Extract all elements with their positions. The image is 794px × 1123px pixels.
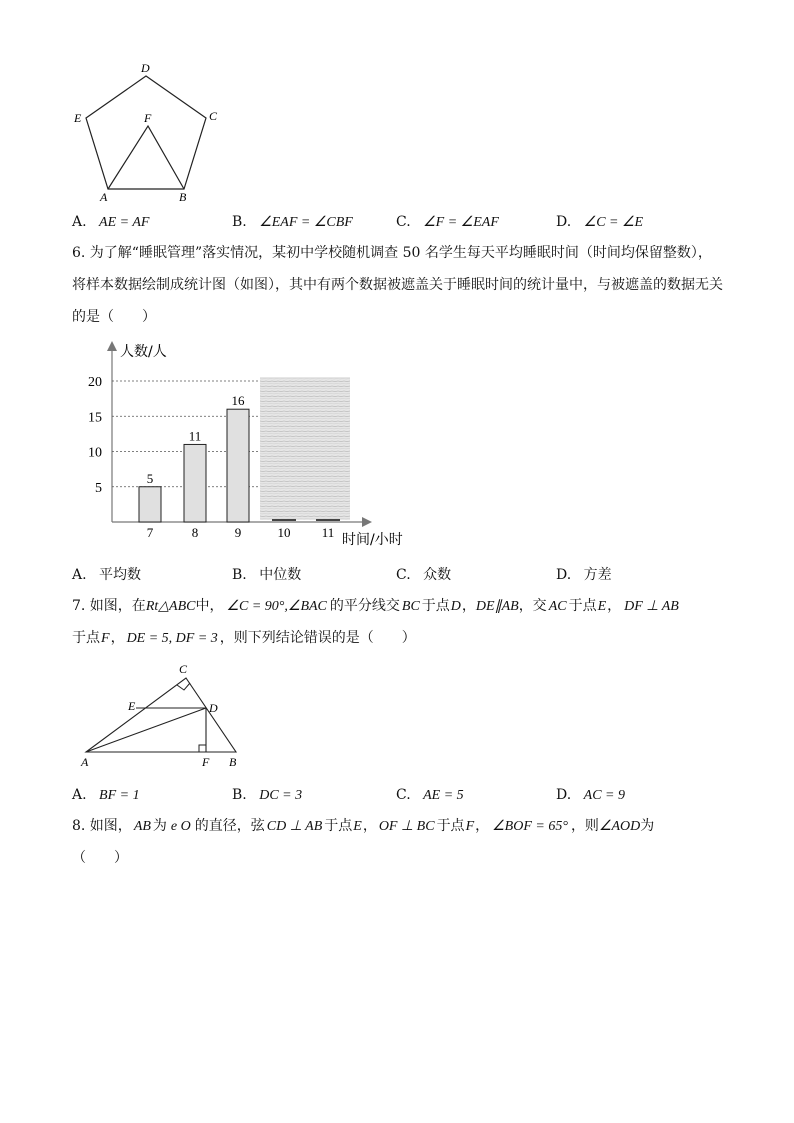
option-letter: A.	[72, 787, 87, 803]
segment-ad	[86, 708, 206, 752]
q7-text: 7. 如图，在	[72, 598, 146, 614]
q6-line-3: 的是（ ）	[72, 309, 156, 325]
label-d: D	[209, 701, 218, 715]
q7-math: DE∥AB	[475, 599, 519, 614]
option-text: 中位数	[259, 567, 302, 583]
option-text: AE = 5	[423, 788, 464, 803]
q7-math: DE = 5, DF = 3	[126, 631, 218, 646]
q8-math: OF ⊥ BC	[378, 819, 435, 834]
q8-line-2: （ ）	[72, 850, 128, 866]
q6-option-a	[72, 565, 141, 585]
q8-text: 为	[640, 818, 655, 834]
q8-math: E	[353, 819, 362, 834]
q5-option-a	[72, 212, 149, 233]
q8-text: 的直径，弦	[194, 818, 265, 834]
x-tick-label: 11	[321, 525, 335, 540]
q7-math: D	[450, 599, 461, 614]
q7-math: E	[597, 599, 607, 614]
pentagon-figure	[70, 60, 230, 210]
label-b: B	[229, 755, 237, 769]
q7-option-b	[232, 785, 302, 806]
q6-option-c	[396, 565, 451, 585]
option-letter: C.	[396, 214, 411, 230]
bar-8	[184, 444, 206, 522]
right-triangle-figure	[72, 658, 252, 773]
label-a: A	[81, 755, 89, 769]
q7-text: 中，	[195, 598, 224, 614]
q7-line-2	[72, 628, 416, 649]
triangle-afb	[108, 126, 184, 189]
q8-line-1	[72, 816, 654, 837]
q5-option-b	[232, 212, 353, 233]
option-letter: B.	[232, 567, 247, 583]
q7-text: 于点	[72, 630, 100, 646]
option-letter: C.	[396, 787, 411, 803]
q5-option-c	[396, 212, 499, 233]
label-b: B	[179, 190, 187, 204]
option-text: AE = AF	[99, 215, 150, 230]
label-c: C	[179, 662, 188, 676]
q7-text: ，	[461, 598, 476, 614]
q8-math: CD ⊥ AB	[266, 819, 323, 834]
q7-text: 于点	[568, 598, 597, 614]
q6-option-b	[232, 565, 301, 585]
option-letter: C.	[396, 567, 411, 583]
q7-option-a	[72, 785, 140, 806]
right-angle-mark-c	[177, 683, 190, 690]
q8-math: e O	[170, 819, 191, 834]
x-axis-arrow	[362, 517, 372, 527]
covered-region	[260, 377, 350, 520]
q7-text: ，	[607, 598, 622, 614]
q8-text: 于点	[324, 818, 353, 834]
x-tick-label: 10	[277, 525, 291, 540]
option-text: ∠EAF = ∠CBF	[259, 215, 353, 230]
y-axis-label: 人数/人	[120, 344, 167, 360]
q7-math: DF ⊥ AB	[624, 599, 679, 614]
label-d: D	[141, 61, 150, 75]
option-text: DC = 3	[259, 788, 303, 803]
y-axis-arrow	[107, 341, 117, 351]
option-text: AC = 9	[583, 788, 625, 803]
q7-math: AC	[548, 599, 567, 614]
y-tick-label: 10	[88, 445, 102, 461]
sleep-time-bar-chart	[80, 335, 420, 550]
option-letter: A.	[72, 214, 87, 230]
q8-text: ，	[362, 818, 377, 834]
option-text: 平均数	[99, 567, 142, 583]
q7-line-1	[72, 596, 679, 617]
option-letter: D.	[556, 787, 572, 803]
q7-text: 于点	[421, 598, 450, 614]
q6-line-1: 6. 为了解“睡眠管理”落实情况，某初中学校随机调查 50 名学生每天平均睡眠时间（时间均保留整数），	[72, 245, 712, 261]
q8-text: 为	[152, 818, 167, 834]
q7-math: Rt△ABC	[145, 599, 196, 614]
y-tick-label: 15	[88, 410, 102, 426]
triangle-abc	[86, 678, 236, 752]
label-a: A	[100, 190, 108, 204]
x-tick-label: 9	[234, 525, 242, 540]
label-c: C	[209, 109, 218, 123]
bar-value-label: 11	[188, 428, 202, 444]
q7-math: F	[101, 631, 110, 646]
q7-text: 的平分线交	[329, 598, 400, 614]
option-text: ∠C = ∠E	[583, 215, 644, 230]
q7-option-c	[396, 785, 464, 806]
q8-math: ∠AOD	[598, 819, 641, 834]
q8-math: ∠BOF = 65°	[492, 819, 568, 834]
option-text: ∠F = ∠EAF	[423, 215, 499, 230]
label-f: F	[202, 755, 210, 769]
q7-text: ，	[110, 630, 125, 646]
bar-9	[227, 409, 249, 522]
label-f: F	[144, 111, 152, 125]
label-e: E	[74, 111, 82, 125]
q7-math: BC	[401, 599, 420, 614]
pentagon-outline	[86, 76, 206, 189]
x-tick-label: 7	[146, 525, 154, 540]
bar-value-label: 16	[231, 393, 245, 409]
q5-option-d	[556, 212, 643, 233]
option-text: 众数	[423, 567, 452, 583]
option-text: 方差	[583, 567, 612, 583]
x-tick-label: 8	[191, 525, 199, 540]
label-e: E	[128, 699, 136, 713]
q7-math: ∠C = 90°,∠BAC	[226, 599, 327, 614]
x-axis-label: 时间/小时	[342, 532, 403, 548]
option-letter: D.	[556, 567, 572, 583]
option-letter: A.	[72, 567, 87, 583]
option-text: BF = 1	[99, 788, 140, 803]
option-letter: B.	[232, 787, 247, 803]
q8-text: ，	[475, 818, 490, 834]
q8-math: AB	[133, 819, 151, 834]
q6-line-2: 将样本数据绘制成统计图（如图），其中有两个数据被遮盖关于睡眠时间的统计量中，与被遮盖的数据无关	[72, 277, 723, 293]
q8-math: F	[465, 819, 475, 834]
y-tick-label: 20	[88, 375, 102, 390]
option-letter: D.	[556, 214, 572, 230]
option-letter: B.	[232, 214, 247, 230]
q7-option-d	[556, 785, 625, 806]
q8-text: 8. 如图，	[72, 818, 132, 834]
bar-7	[139, 487, 161, 522]
q7-text: ，则下列结论错误的是（ ）	[219, 630, 416, 646]
q8-text: ，则	[570, 818, 599, 834]
q7-text: ，交	[518, 598, 547, 614]
y-tick-label: 5	[95, 480, 102, 496]
right-angle-mark-f	[199, 745, 206, 752]
q6-option-d	[556, 565, 612, 585]
bar-value-label: 5	[146, 470, 154, 486]
q8-text: 于点	[436, 818, 465, 834]
